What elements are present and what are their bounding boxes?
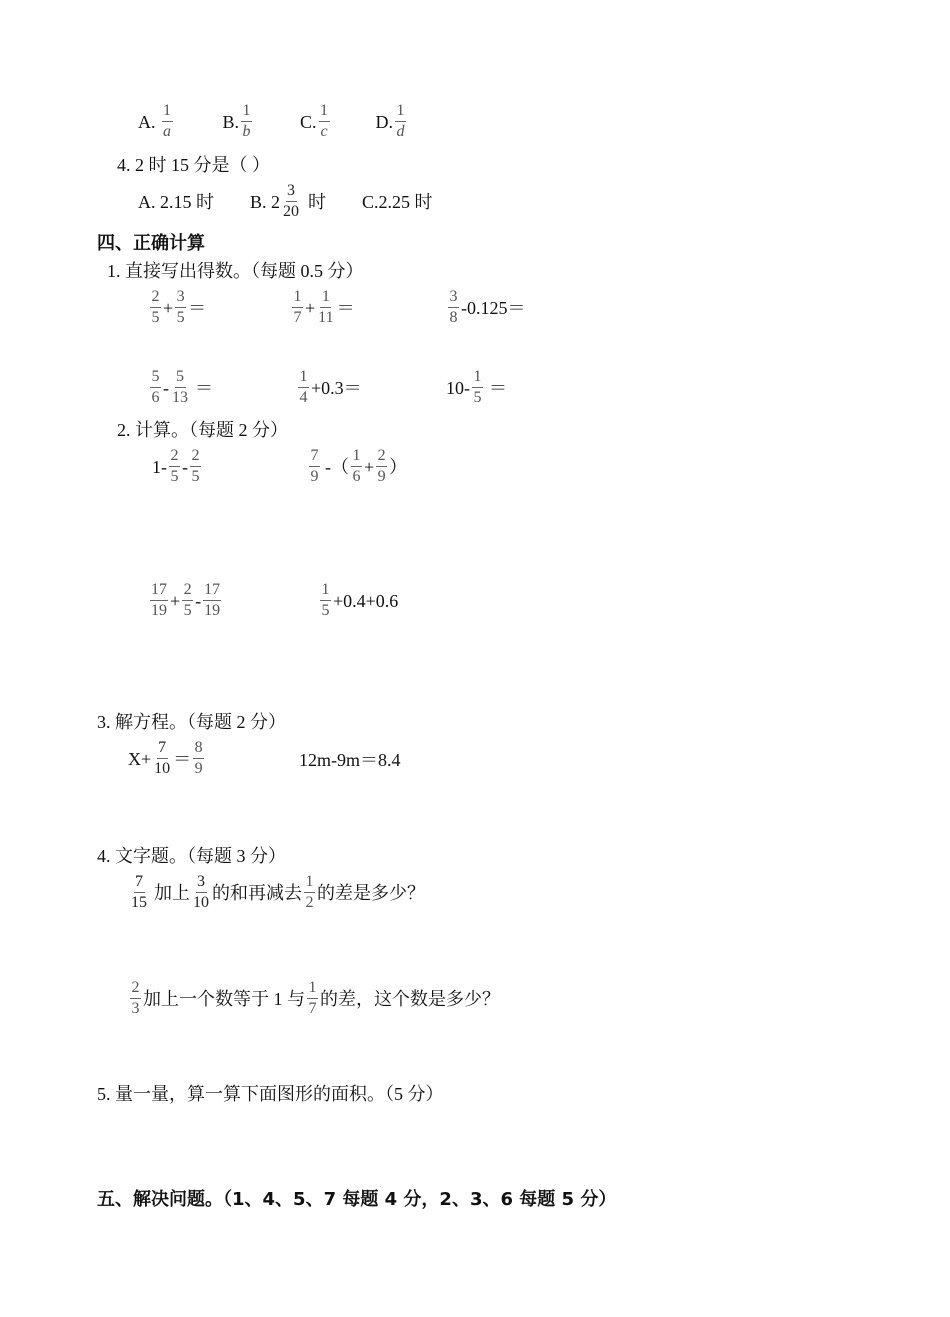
fraction: $\frac{2}{3}$ [131, 979, 140, 1017]
fraction: $\frac{7}{9}$ [310, 447, 319, 485]
fraction: $\frac{1}{6}$ [352, 447, 361, 485]
word-problem: $\frac{7}{15}$ 加上 $\frac{3}{10}$ 的和再减去 $\frac{1}{2}$ 的差是多少？ [131, 873, 425, 911]
equation: X+ $\frac{7}{10}$ ＝ $\frac{8}{9}$ [128, 739, 203, 777]
fraction: $\frac{2}{5}$ [151, 288, 160, 326]
fraction: $\frac{3}{5}$ [176, 288, 185, 326]
q4-question: 4. 2 时 15 分是（ ） [117, 155, 270, 175]
section-4-title: 四、正确计算 [97, 233, 205, 254]
fraction: $\frac{1}{5}$ [321, 581, 330, 619]
fraction: $\frac{1}{7}$ [308, 979, 317, 1017]
fraction: $\frac{1}{2}$ [305, 873, 314, 911]
q4-options [138, 183, 433, 220]
calc-expression: $\frac{1}{4}$ +0.3＝ [299, 368, 362, 406]
fraction: $\frac{1}{d}$ [396, 102, 405, 140]
calc-expression: $\frac{1}{5}$ +0.4+0.6 [321, 581, 399, 619]
part-2-title: 2. 计算。（每题 2 分） [117, 420, 288, 440]
calc-expression: $\frac{7}{9}$ - （ $\frac{1}{6}$ + $\frac{2}{9}$ ） [310, 447, 408, 485]
calc-expression: $\frac{2}{5}$ + $\frac{3}{5}$ ＝ [151, 288, 207, 326]
fraction: $\frac{7}{10}$ [154, 739, 171, 777]
word-problem: $\frac{2}{3}$ 加上一个数等于 1 与 $\frac{1}{7}$ 的差，这个数是多少？ [131, 979, 500, 1017]
fraction: $\frac{8}{9}$ [194, 739, 203, 777]
fraction: $\frac{7}{15}$ [131, 873, 147, 911]
fraction: $\frac{1}{5}$ [473, 368, 482, 406]
calc-expression: 1- $\frac{2}{5}$ - $\frac{2}{5}$ [152, 447, 200, 485]
fraction: $\frac{1}{c}$ [320, 102, 329, 140]
fraction: $\frac{1}{7}$ [293, 288, 302, 326]
q4-option-c: C.2.25 时 [362, 191, 433, 212]
fraction: $\frac{1}{a}$ [163, 102, 171, 140]
calc-expression: $\frac{3}{8}$ -0.125＝ [449, 288, 526, 326]
fraction: $\frac{2}{5}$ [170, 447, 179, 485]
section-5-title: 五、解决问题。（1、4、5、7 每题 4 分，2、3、6 每题 5 分） [97, 1189, 617, 1210]
q4-option-b: B. 2 $\frac{3}{20}$ 时 [250, 182, 327, 220]
q3-option-c: C. $\frac{1}{c}$ [300, 102, 329, 140]
q4-option-a: A. 2.15 时 [138, 191, 214, 212]
fraction: $\frac{3}{10}$ [193, 873, 209, 911]
q3-option-b: B. $\frac{1}{b}$ [222, 102, 251, 140]
q3-option-a: A. $\frac{1}{a}$ [138, 102, 171, 140]
part-4-title: 4. 文字题。（每题 3 分） [97, 846, 286, 866]
part-5-title: 5. 量一量，算一算下面图形的面积。（5 分） [97, 1084, 444, 1104]
fraction: $\frac{1}{4}$ [299, 368, 308, 406]
fraction: $\frac{5}{13}$ [172, 368, 188, 406]
fraction: $\frac{17}{19}$ [204, 581, 221, 619]
fraction: $\frac{1}{b}$ [242, 102, 251, 140]
part-1-title: 1. 直接写出得数。（每题 0.5 分） [107, 261, 364, 281]
fraction: $\frac{2}{5}$ [183, 581, 192, 619]
calc-expression: $\frac{5}{6}$ - $\frac{5}{13}$ ＝ [151, 368, 213, 406]
fraction: $\frac{2}{5}$ [191, 447, 200, 485]
q3-option-d: D. $\frac{1}{d}$ [375, 102, 405, 140]
fraction: $\frac{3}{8}$ [449, 288, 458, 326]
q3-options [138, 103, 408, 140]
calc-expression: $\frac{1}{7}$ + $\frac{1}{11}$ ＝ [293, 288, 355, 326]
equation: 12m-9m＝8.4 [299, 750, 401, 770]
fraction: $\frac{17}{19}$ [151, 581, 167, 619]
fraction: $\frac{3}{20}$ [283, 182, 300, 220]
fraction: $\frac{5}{6}$ [151, 368, 160, 406]
fraction: $\frac{1}{11}$ [318, 288, 334, 326]
calc-expression: $\frac{17}{19}$ + $\frac{2}{5}$ - $\frac{17}{19}$ [151, 581, 221, 619]
part-3-title: 3. 解方程。（每题 2 分） [97, 712, 286, 732]
calc-expression: 10- $\frac{1}{5}$ ＝ [446, 368, 507, 406]
fraction: $\frac{2}{9}$ [377, 447, 386, 485]
